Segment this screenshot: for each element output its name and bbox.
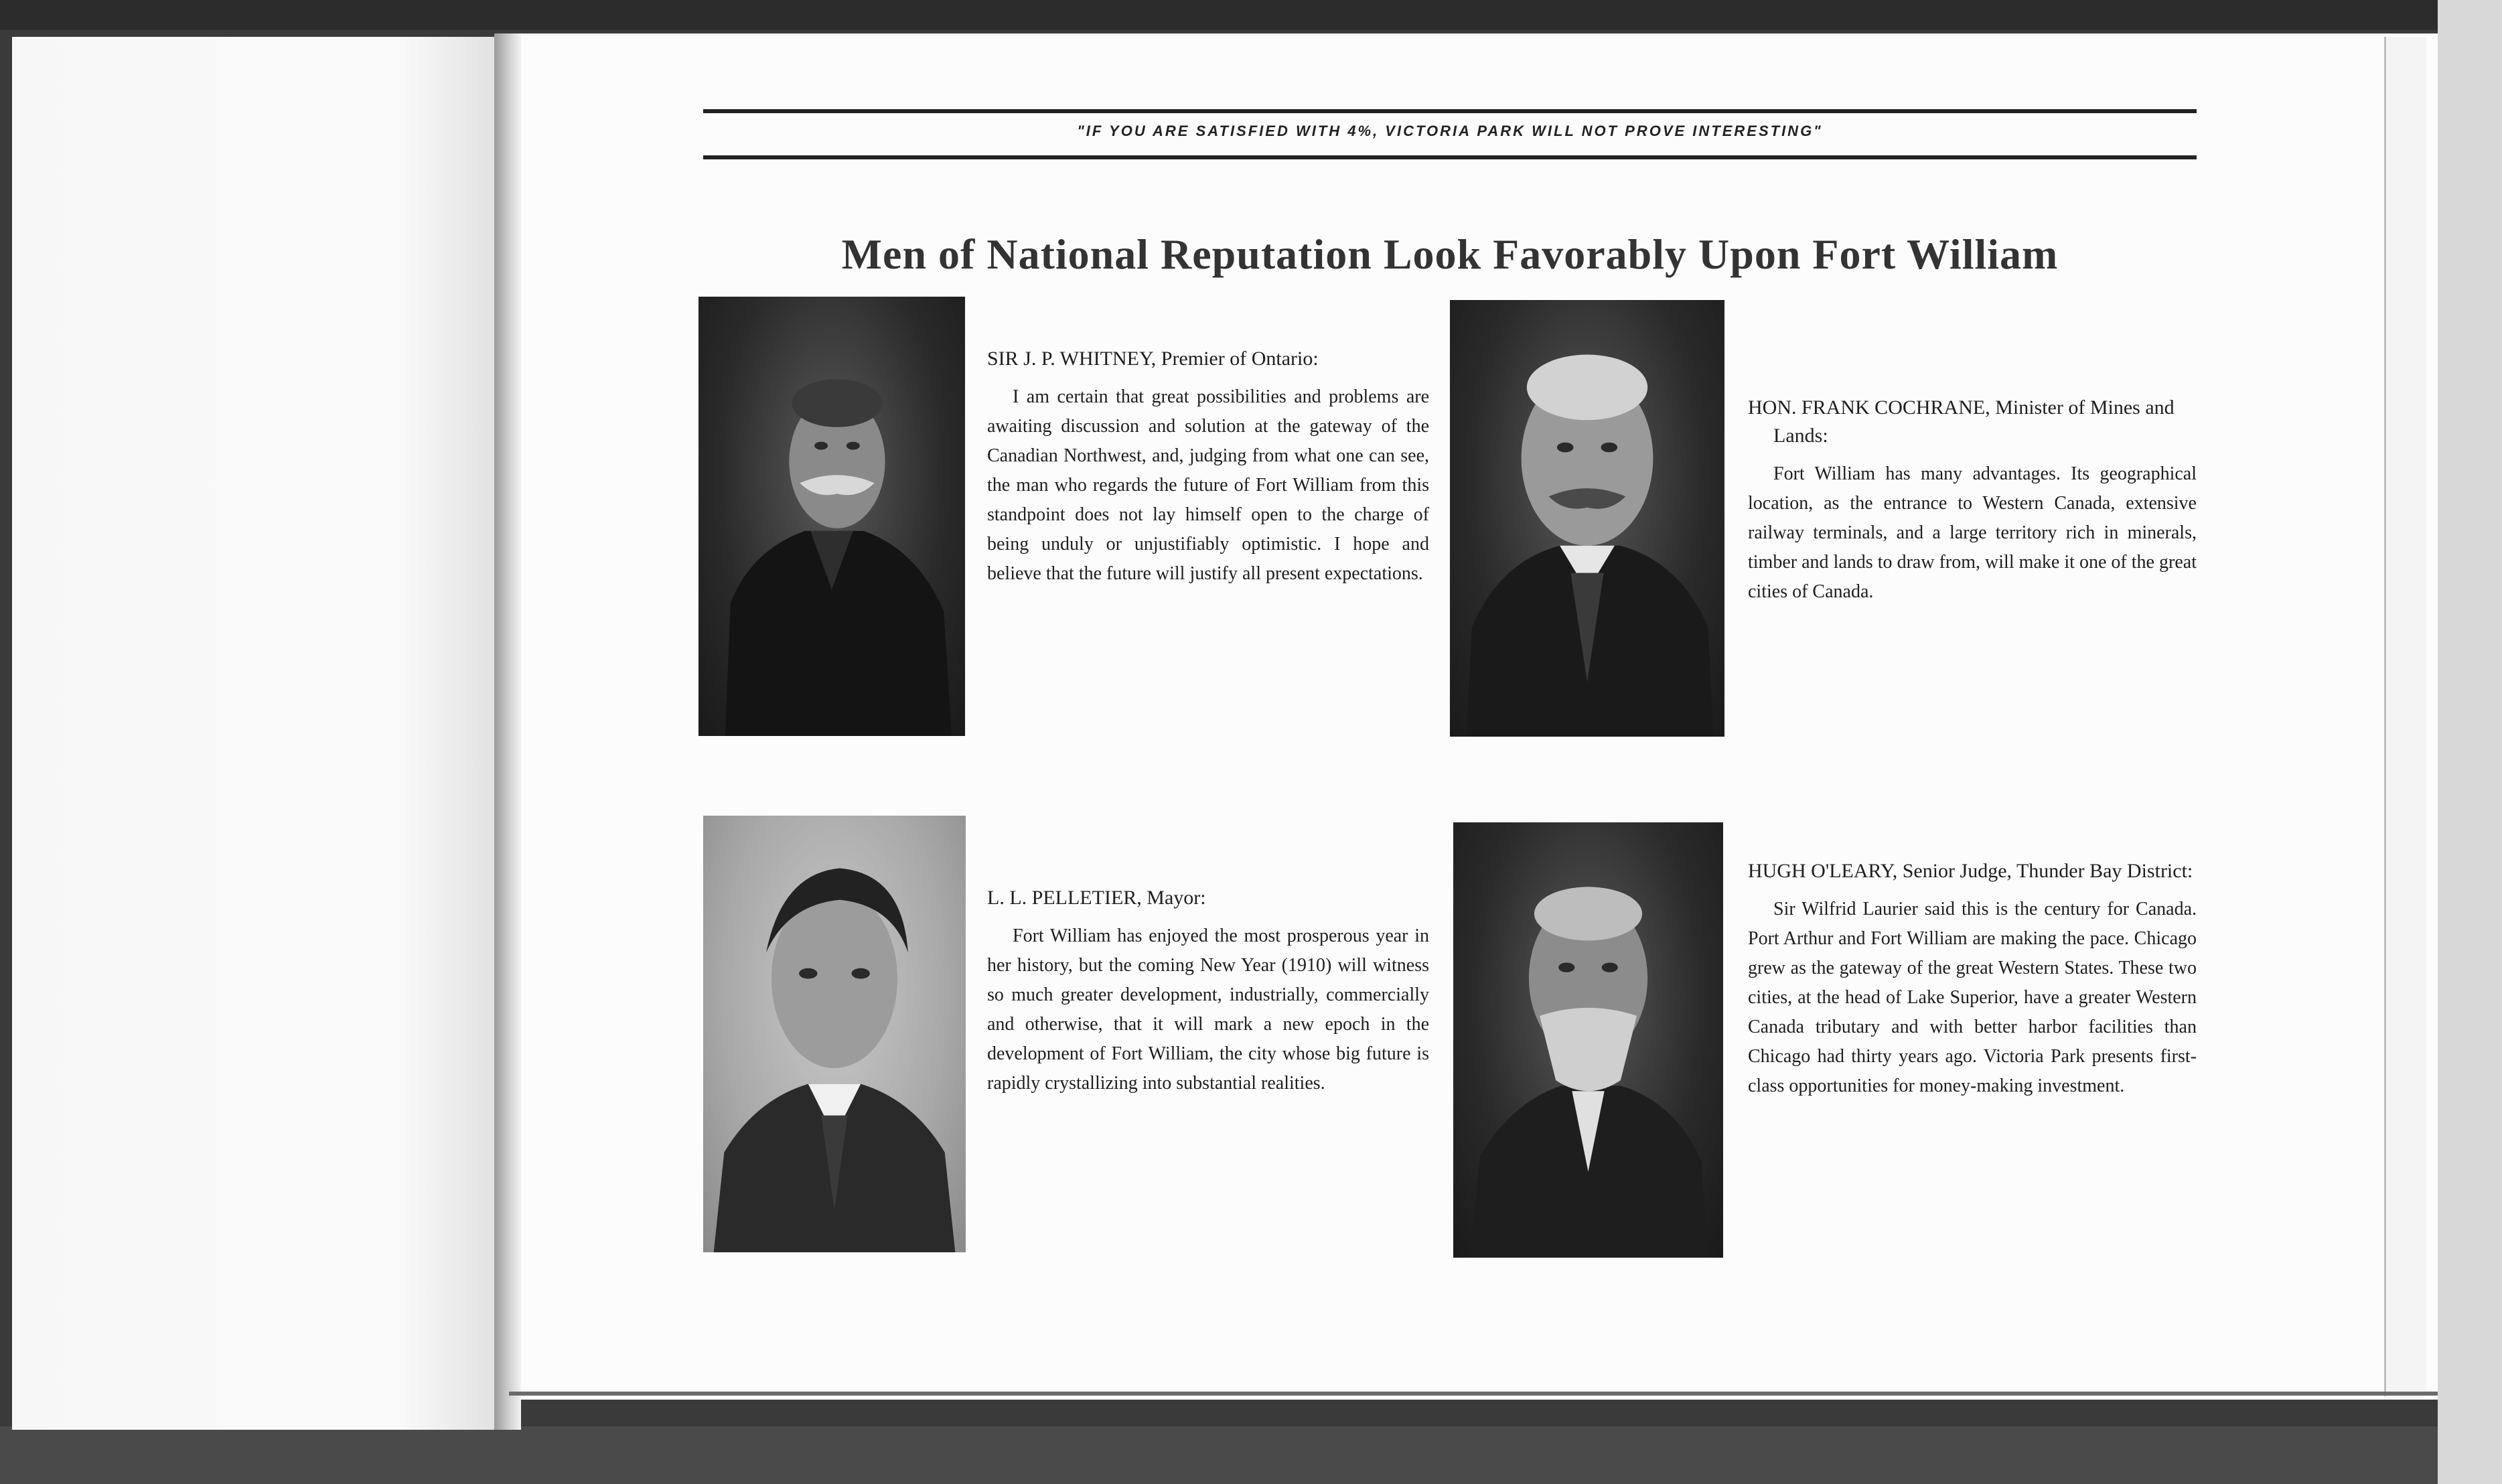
header-rule-top: [703, 109, 2197, 113]
portrait-oleary: [1453, 822, 1723, 1258]
scanner-background-top: [0, 0, 2502, 30]
book-spine: [494, 33, 521, 1430]
page-title: Men of National Reputation Look Favorably Upon Fort William: [841, 230, 2059, 278]
speaker-name: SIR J. P. WHITNEY, Premier of Ontario:: [987, 348, 1319, 370]
portrait-cochrane: [1450, 300, 1724, 737]
testimonial-oleary: [1748, 857, 2197, 1101]
header-rule-bottom: [703, 155, 2197, 159]
speaker-name: HON. FRANK COCHRANE, Minister of Mines and Lands:: [1748, 396, 2175, 447]
testimonial-text: Fort William has many advantages. Its geographical location, as the entrance to Western Canada, extensive railway terminals, and a large territory rich in minerals, timber and lands to draw from, will make it one of the great cities of Canada.: [1748, 463, 2197, 602]
testimonial-cochrane: [1748, 394, 2197, 607]
testimonial-whitney: [987, 345, 1429, 589]
speaker-name: HUGH O'LEARY, Senior Judge, Thunder Bay District:: [1748, 860, 2193, 882]
scanner-background-bottom: [0, 1426, 2502, 1484]
left-blank-page: [12, 37, 494, 1430]
page-edge: [2384, 37, 2426, 1396]
motto: "IF YOU ARE SATISFIED WITH 4%, VICTORIA PARK WILL NOT PROVE INTERESTING": [1077, 123, 1823, 139]
testimonial-text: Sir Wilfrid Laurier said this is the century for Canada. Port Arthur and Fort William are making the pace. Chicago grew as the gateway of the great Western States. These two cities, at the head of Lake Superior, have a greater Western Canada tributary and with better harbor facilities than Chicago had thirty years ago. Victoria Park presents first-class opportunities for money-making investment.: [1748, 899, 2197, 1096]
testimonial-text: Fort William has enjoyed the most prosperous year in her history, but the coming New Year (1910) will witness so much greater development, industrially, commercially and otherwise, that it will mark a new epoch in the development of Fort William, the city whose big future is rapidly crystallizing into substantial realities.: [987, 925, 1429, 1094]
speaker-name: L. L. PELLETIER, Mayor:: [987, 887, 1206, 909]
page-bottom-edge: [509, 1392, 2438, 1396]
portrait-pelletier: [703, 816, 966, 1252]
portrait-whitney: [698, 297, 965, 736]
testimonial-text: I am certain that great possibilities and problems are awaiting discussion and solution at the gateway of the Canadian Northwest, and, judging from what one can see, the man who regards the future of Fort William from this standpoint does not lay himself open to the charge of being unduly or unjustifiably optimistic. I hope and believe that the future will justify all present expectations.: [987, 386, 1429, 584]
testimonial-pelletier: [987, 884, 1429, 1098]
scanner-background-right: [2438, 0, 2502, 1484]
